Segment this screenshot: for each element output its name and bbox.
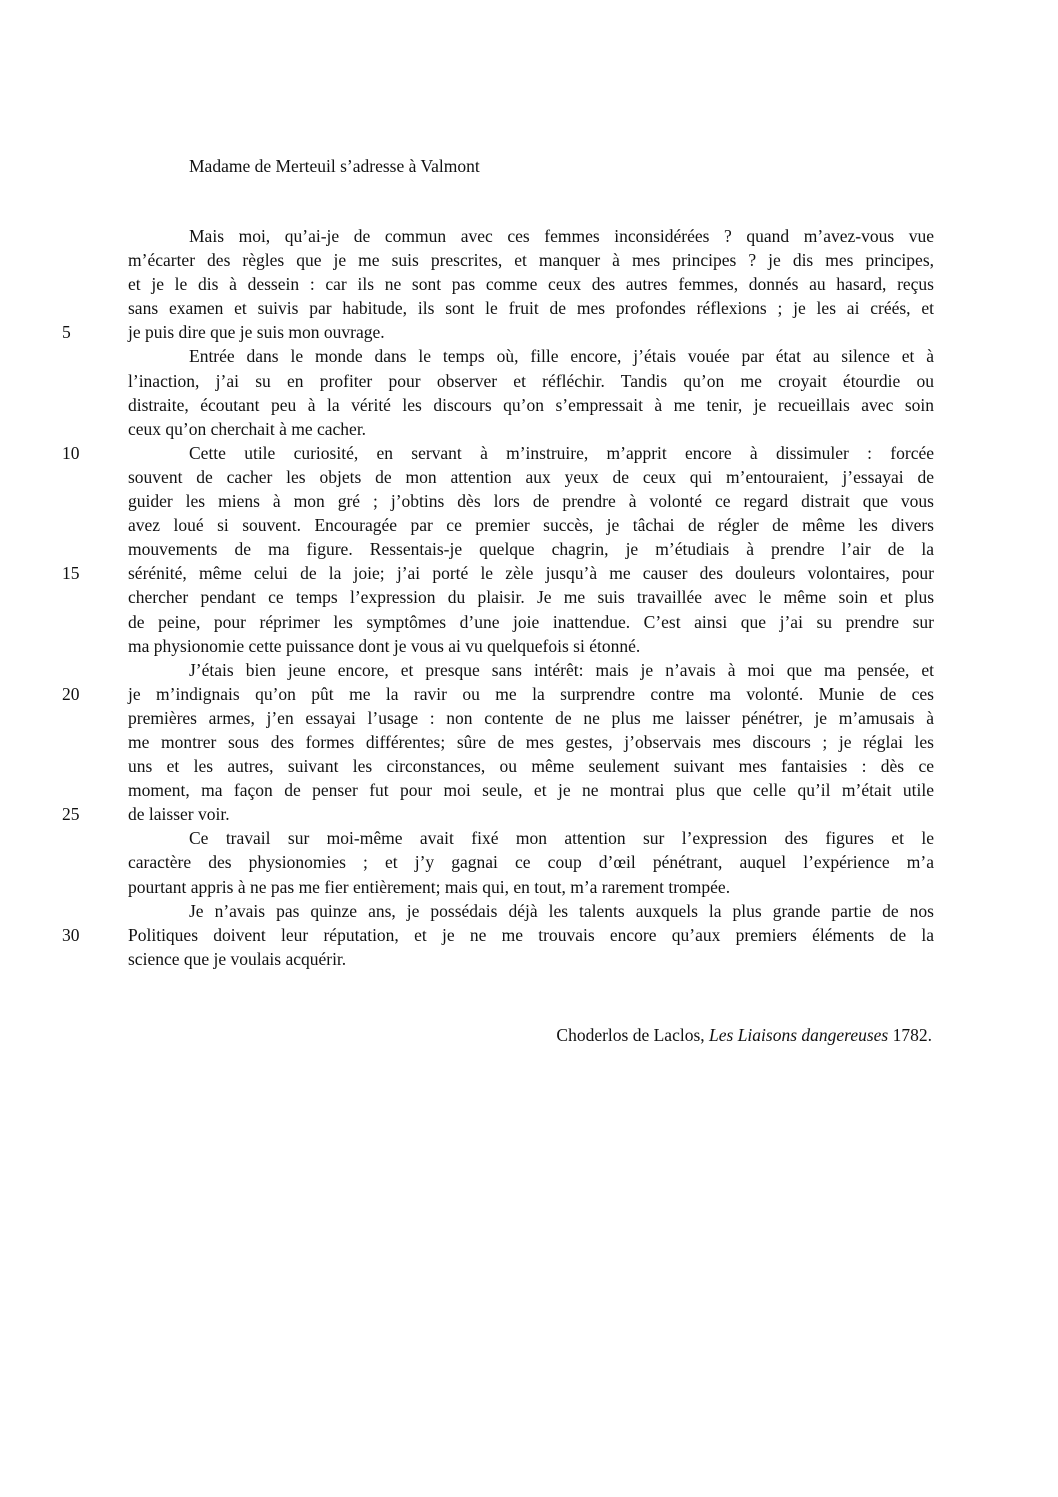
text-line: Entrée dans le monde dans le temps où, fille encore, j’étais vouée par état au silence et à	[189, 346, 934, 367]
text-line: je puis dire que je suis mon ouvrage.	[128, 322, 385, 343]
text-line: premières armes, j’en essayai l’usage : non contente de ne plus me laisser pénétrer, je m’amusais à	[128, 707, 934, 728]
text-line: de laisser voir.	[128, 804, 230, 825]
passage-text	[128, 224, 934, 971]
line-number: 5	[62, 322, 71, 343]
text-line: me montrer sous des formes différentes; sûre de mes gestes, j’observais mes discours ; je réglai les	[128, 731, 934, 752]
document-title: Madame de Merteuil s’adresse à Valmont	[189, 156, 480, 176]
text-line: mouvements de ma figure. Ressentais-je quelque chagrin, je m’étudiais à prendre l’air de la	[128, 539, 934, 560]
attribution	[556, 1023, 932, 1047]
text-line: chercher pendant ce temps l’expression du plaisir. Je me suis travaillée avec le même soin et plus	[128, 587, 934, 608]
attribution-author: Choderlos de Laclos,	[556, 1025, 710, 1045]
line-number: 25	[62, 804, 80, 825]
text-line: l’inaction, j’ai su en profiter pour observer et réfléchir. Tandis qu’on me croyait étourdie ou	[128, 370, 934, 391]
text-line: sérénité, même celui de la joie; j’ai porté le zèle jusqu’à me causer des douleurs volontaires, pour	[128, 563, 934, 584]
text-line: Je n’avais pas quinze ans, je possédais déjà les talents auxquels la plus grande partie de nos	[189, 900, 934, 921]
text-line: souvent de cacher les objets de mon attention aux yeux de ceux qui m’entouraient, j’essayai de	[128, 466, 934, 487]
text-line: Mais moi, qu’ai-je de commun avec ces femmes inconsidérées ? quand m’avez-vous vue	[189, 226, 934, 246]
text-line: moment, ma façon de penser fut pour moi seule, et je ne montrai plus que celle qu’il m’était utile	[128, 780, 934, 801]
text-line: distraite, écoutant peu à la vérité les discours qu’on s’empressait à me tenir, je recueillais avec soin	[128, 394, 934, 415]
attribution-year: 1782.	[888, 1025, 932, 1045]
line-number: 15	[62, 563, 80, 584]
text-line: Politiques doivent leur réputation, et je ne me trouvais encore qu’aux premiers éléments de la	[128, 924, 934, 945]
text-line: ma physionomie cette puissance dont je vous ai vu quelquefois si étonné.	[128, 635, 641, 656]
text-line: ceux qu’on cherchait à me cacher.	[128, 418, 367, 439]
text-line: science que je voulais acquérir.	[128, 948, 347, 969]
text-line: je m’indignais qu’on pût me la ravir ou me la surprendre contre ma volonté. Munie de ces	[128, 683, 934, 704]
text-line: de peine, pour réprimer les symptômes d’une joie inattendue. C’est ainsi que j’ai su prendre sur	[128, 611, 934, 632]
attribution-work-title: Les Liaisons dangereuses	[709, 1025, 889, 1045]
text-line: uns et les autres, suivant les circonstances, ou même seulement suivant mes fantaisies : dès ce	[128, 756, 934, 777]
text-line: J’étais bien jeune encore, et presque sans intérêt: mais je n’avais à moi que ma pensée, et	[189, 659, 934, 680]
line-number: 20	[62, 683, 80, 704]
text-line: et je le dis à dessein : car ils ne sont pas comme ceux des autres femmes, donnés au hasard, reçus	[128, 274, 934, 295]
text-line: caractère des physionomies ; et j’y gagnai ce coup d’œil pénétrant, auquel l’expérience m’a	[128, 852, 934, 873]
text-line: avez loué si souvent. Encouragée par ce premier succès, je tâchai de régler de même les divers	[128, 515, 934, 536]
text-line: guider les miens à mon gré ; j’obtins dès lors de prendre à volonté ce regard distrait que vous	[128, 491, 934, 512]
text-line: Ce travail sur moi-même avait fixé mon attention sur l’expression des figures et le	[189, 828, 934, 849]
line-number: 10	[62, 442, 80, 463]
text-line: m’écarter des règles que je me suis prescrites, et manquer à mes principes ? je dis mes principes,	[128, 250, 934, 271]
text-line: Cette utile curiosité, en servant à m’instruire, m’apprit encore à dissimuler : forcée	[189, 442, 934, 463]
text-line: pourtant appris à ne pas me fier entièrement; mais qui, en tout, m’a rarement trompée.	[128, 876, 731, 897]
line-number: 30	[62, 924, 80, 945]
text-line: sans examen et suivis par habitude, ils sont le fruit de mes profondes réflexions ; je les ai créés, et	[128, 298, 934, 319]
